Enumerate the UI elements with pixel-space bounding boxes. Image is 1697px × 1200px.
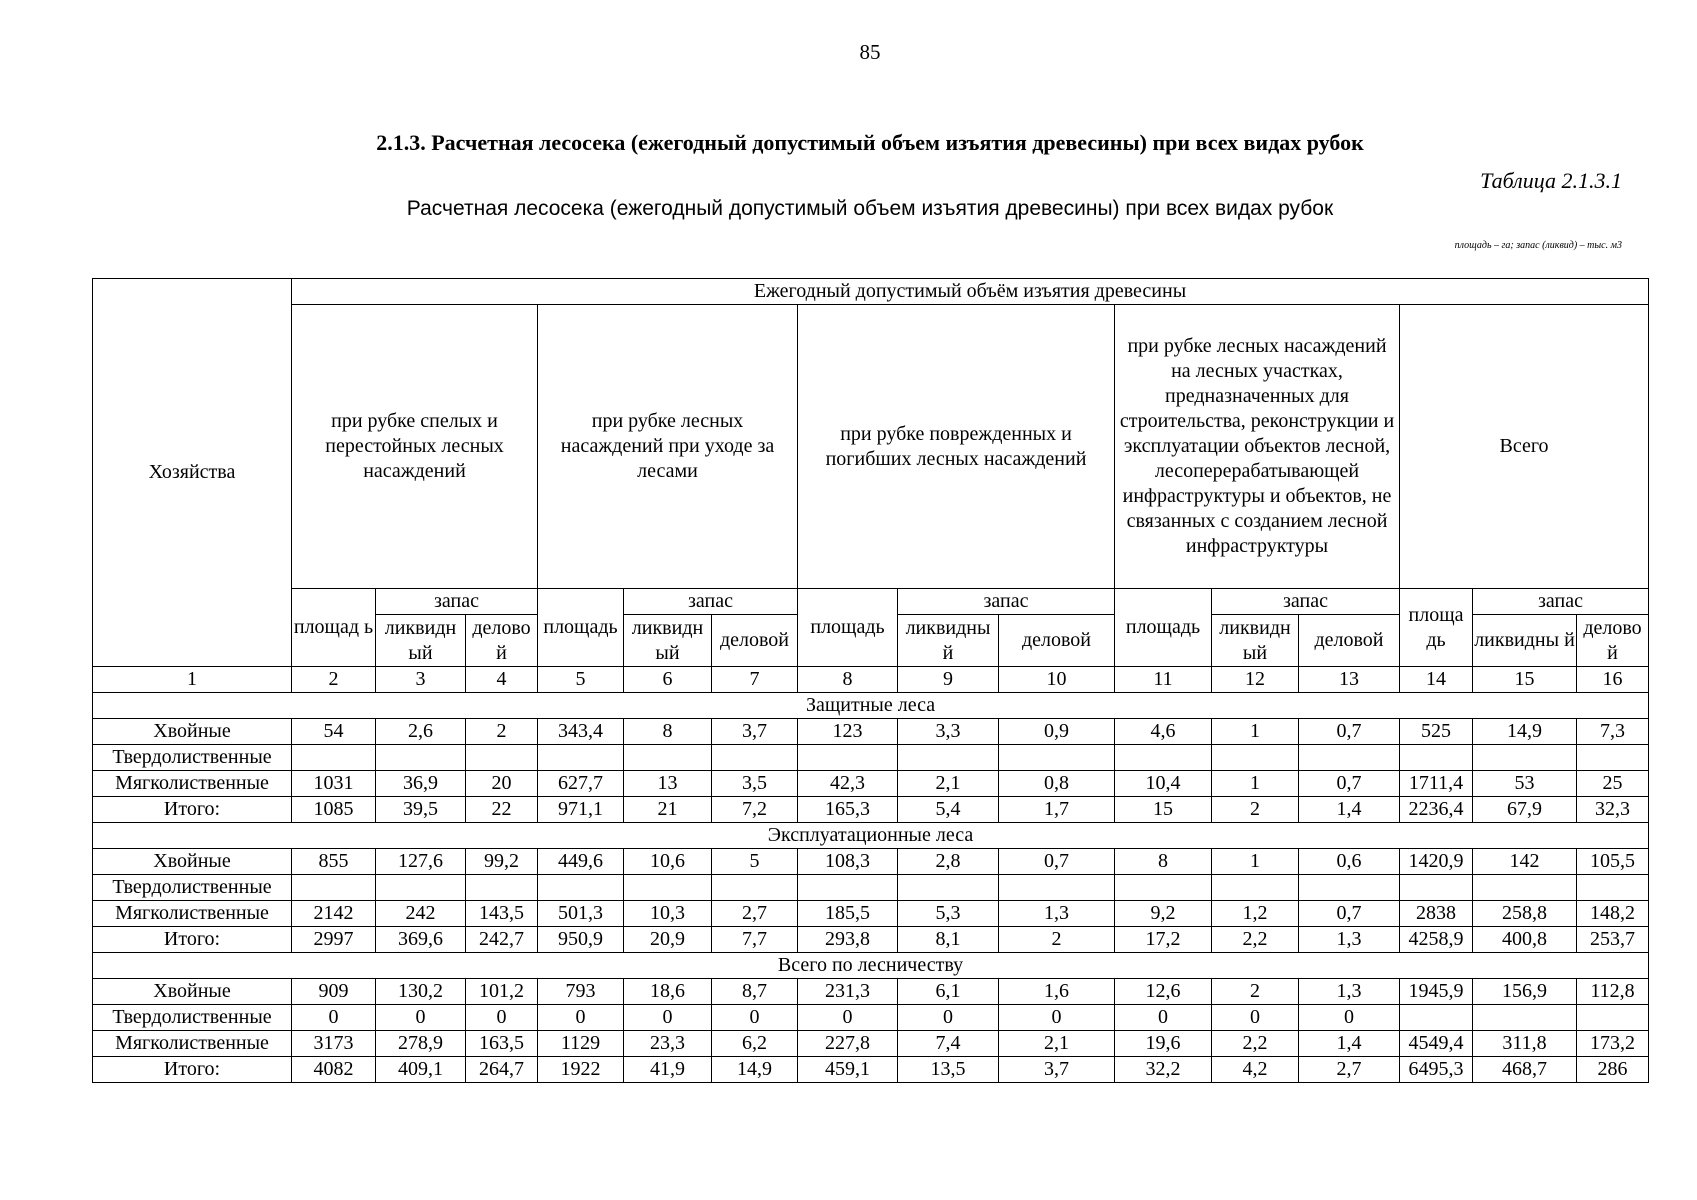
section-title-row — [93, 823, 1649, 849]
table-cell: 156,9 — [1473, 979, 1577, 1005]
table-row — [93, 719, 1649, 745]
table-cell: 25 — [1577, 771, 1649, 797]
table-cell: 0 — [538, 1005, 624, 1031]
table-cell: 112,8 — [1577, 979, 1649, 1005]
table-cell — [1212, 875, 1299, 901]
table-cell: 286 — [1577, 1057, 1649, 1083]
header-liquid: ликвидны й — [1473, 615, 1577, 667]
header-area: площадь — [1115, 589, 1212, 667]
table-cell: 1,3 — [999, 901, 1115, 927]
table-cell: 0,9 — [999, 719, 1115, 745]
table-cell: 449,6 — [538, 849, 624, 875]
table-cell: 0 — [712, 1005, 798, 1031]
table-cell — [1299, 745, 1400, 771]
table-row — [93, 849, 1649, 875]
table-cell: 4,2 — [1212, 1057, 1299, 1083]
table-cell: 343,4 — [538, 719, 624, 745]
column-number: 13 — [1299, 667, 1400, 693]
table-cell: 2,8 — [898, 849, 999, 875]
section-title-row — [93, 693, 1649, 719]
row-label: Твердолиственные — [93, 745, 292, 771]
table-cell: 1 — [1212, 771, 1299, 797]
column-number: 5 — [538, 667, 624, 693]
table-cell: 2,2 — [1212, 927, 1299, 953]
table-cell: 311,8 — [1473, 1031, 1577, 1057]
column-number: 14 — [1400, 667, 1473, 693]
table-cell: 15 — [1115, 797, 1212, 823]
table-cell — [1473, 745, 1577, 771]
header-liquid: ликвидны й — [898, 615, 999, 667]
table-cell: 39,5 — [376, 797, 466, 823]
table-cell: 5,4 — [898, 797, 999, 823]
header-group-total: Всего — [1400, 305, 1649, 589]
table-cell: 278,9 — [376, 1031, 466, 1057]
header-area: площад ь — [292, 589, 376, 667]
table-cell: 1031 — [292, 771, 376, 797]
table-cell — [1212, 745, 1299, 771]
table-cell: 0 — [1299, 1005, 1400, 1031]
table-row — [93, 875, 1649, 901]
row-label: Мягколиственные — [93, 901, 292, 927]
table-cell — [1473, 875, 1577, 901]
header-group-mature: при рубке спелых и перестойных лесных насаждений — [292, 305, 538, 589]
header-group-infrastructure: при рубке лесных насаждений на лесных участках, предназначенных для строительства, реконструкции и эксплуатации объектов лесной, лесоперерабатывающей инфраструктуры и объектов, не связанных с созданием лесной инфраструктуры — [1115, 305, 1400, 589]
table-cell: 41,9 — [624, 1057, 712, 1083]
table-cell: 3173 — [292, 1031, 376, 1057]
table-cell — [624, 745, 712, 771]
table-cell — [1577, 875, 1649, 901]
table-cell: 4258,9 — [1400, 927, 1473, 953]
table-cell: 1711,4 — [1400, 771, 1473, 797]
table-cell: 2,1 — [898, 771, 999, 797]
table-cell: 501,3 — [538, 901, 624, 927]
column-number: 1 — [93, 667, 292, 693]
table-cell: 0 — [292, 1005, 376, 1031]
table-cell: 1,7 — [999, 797, 1115, 823]
table-cell: 0 — [376, 1005, 466, 1031]
table-cell: 18,6 — [624, 979, 712, 1005]
table-cell: 8,7 — [712, 979, 798, 1005]
table-cell — [898, 745, 999, 771]
table-cell — [538, 875, 624, 901]
table-cell: 264,7 — [466, 1057, 538, 1083]
table-cell: 32,3 — [1577, 797, 1649, 823]
table-cell: 0,7 — [999, 849, 1115, 875]
table-cell — [798, 875, 898, 901]
table-cell: 909 — [292, 979, 376, 1005]
table-cell: 108,3 — [798, 849, 898, 875]
header-liquid: ликвидн ый — [624, 615, 712, 667]
table-cell: 7,7 — [712, 927, 798, 953]
table-cell: 142 — [1473, 849, 1577, 875]
table-cell: 2 — [1212, 797, 1299, 823]
column-number: 10 — [999, 667, 1115, 693]
header-stock: запас — [898, 589, 1115, 615]
table-cell: 20 — [466, 771, 538, 797]
table-cell: 400,8 — [1473, 927, 1577, 953]
table-cell — [999, 875, 1115, 901]
column-number: 3 — [376, 667, 466, 693]
table-cell: 0,7 — [1299, 901, 1400, 927]
table-cell — [1400, 745, 1473, 771]
table-cell: 4082 — [292, 1057, 376, 1083]
row-label: Хвойные — [93, 849, 292, 875]
table-cell — [1115, 745, 1212, 771]
table-cell — [999, 745, 1115, 771]
table-cell: 258,8 — [1473, 901, 1577, 927]
table-cell: 2236,4 — [1400, 797, 1473, 823]
table-cell — [1400, 875, 1473, 901]
table-cell: 293,8 — [798, 927, 898, 953]
table-cell: 53 — [1473, 771, 1577, 797]
header-stock: запас — [1212, 589, 1400, 615]
table-row — [93, 927, 1649, 953]
table-cell: 1 — [1212, 719, 1299, 745]
table-cell — [1299, 875, 1400, 901]
column-numbers-row — [93, 667, 1649, 693]
table-cell: 2 — [466, 719, 538, 745]
table-cell: 5 — [712, 849, 798, 875]
header-business: деловой — [1299, 615, 1400, 667]
table-row — [93, 745, 1649, 771]
header-stock: запас — [376, 589, 538, 615]
table-cell: 10,6 — [624, 849, 712, 875]
table-cell: 105,5 — [1577, 849, 1649, 875]
table-cell: 3,7 — [999, 1057, 1115, 1083]
table-cell — [376, 875, 466, 901]
table-caption: Расчетная лесосека (ежегодный допустимый объем изъятия древесины) при всех видах рубок — [406, 197, 1334, 220]
table-cell: 369,6 — [376, 927, 466, 953]
table-cell — [538, 745, 624, 771]
table-cell: 22 — [466, 797, 538, 823]
table-cell: 8,1 — [898, 927, 999, 953]
table-row — [93, 797, 1649, 823]
table-cell: 7,4 — [898, 1031, 999, 1057]
column-number: 2 — [292, 667, 376, 693]
table-row — [93, 1005, 1649, 1031]
row-label: Итого: — [93, 797, 292, 823]
column-number: 11 — [1115, 667, 1212, 693]
table-cell: 0 — [466, 1005, 538, 1031]
table-cell: 2 — [1212, 979, 1299, 1005]
table-cell: 185,5 — [798, 901, 898, 927]
header-business: деловой — [999, 615, 1115, 667]
table-cell — [292, 745, 376, 771]
table-cell — [1400, 1005, 1473, 1031]
table-cell: 1922 — [538, 1057, 624, 1083]
header-business: деловой — [712, 615, 798, 667]
row-label: Твердолиственные — [93, 875, 292, 901]
table-cell: 4549,4 — [1400, 1031, 1473, 1057]
header-group-damaged: при рубке поврежденных и погибших лесных насаждений — [798, 305, 1115, 589]
table-cell: 67,9 — [1473, 797, 1577, 823]
table-cell: 0,7 — [1299, 719, 1400, 745]
table-cell: 525 — [1400, 719, 1473, 745]
column-number: 8 — [798, 667, 898, 693]
table-cell — [466, 875, 538, 901]
table-cell: 130,2 — [376, 979, 466, 1005]
table-cell — [898, 875, 999, 901]
table-cell — [798, 745, 898, 771]
table-cell: 409,1 — [376, 1057, 466, 1083]
section-title: Защитные леса — [93, 693, 1649, 719]
row-label: Итого: — [93, 927, 292, 953]
column-number: 12 — [1212, 667, 1299, 693]
column-number: 9 — [898, 667, 999, 693]
table-cell: 1085 — [292, 797, 376, 823]
table-cell: 127,6 — [376, 849, 466, 875]
header-farms: Хозяйства — [93, 279, 292, 667]
table-cell: 3,5 — [712, 771, 798, 797]
table-cell: 36,9 — [376, 771, 466, 797]
table-cell: 32,2 — [1115, 1057, 1212, 1083]
table-cell: 2,7 — [1299, 1057, 1400, 1083]
table-cell: 231,3 — [798, 979, 898, 1005]
table-cell: 3,3 — [898, 719, 999, 745]
table-cell: 2142 — [292, 901, 376, 927]
table-cell: 10,3 — [624, 901, 712, 927]
table-label: Таблица 2.1.3.1 — [1480, 168, 1622, 193]
table-cell: 19,6 — [1115, 1031, 1212, 1057]
row-label: Хвойные — [93, 979, 292, 1005]
table-cell — [376, 745, 466, 771]
header-business: делово й — [1577, 615, 1649, 667]
header-area: площадь — [798, 589, 898, 667]
table-cell: 143,5 — [466, 901, 538, 927]
header-annual-volume: Ежегодный допустимый объём изъятия древесины — [292, 279, 1649, 305]
table-cell: 148,2 — [1577, 901, 1649, 927]
table-row — [93, 771, 1649, 797]
table-cell: 227,8 — [798, 1031, 898, 1057]
table-cell: 793 — [538, 979, 624, 1005]
table-cell: 173,2 — [1577, 1031, 1649, 1057]
column-number: 15 — [1473, 667, 1577, 693]
column-number: 6 — [624, 667, 712, 693]
allowable-cut-table — [92, 278, 1649, 1083]
table-cell: 4,6 — [1115, 719, 1212, 745]
section-title: Эксплуатационные леса — [93, 823, 1649, 849]
table-cell — [292, 875, 376, 901]
table-cell: 2997 — [292, 927, 376, 953]
header-stock: запас — [1473, 589, 1649, 615]
header-area: площадь — [538, 589, 624, 667]
table-cell: 253,7 — [1577, 927, 1649, 953]
table-cell: 2,1 — [999, 1031, 1115, 1057]
table-cell: 2,7 — [712, 901, 798, 927]
table-cell: 14,9 — [1473, 719, 1577, 745]
table-cell: 2 — [999, 927, 1115, 953]
table-cell: 0 — [798, 1005, 898, 1031]
header-area: площа дь — [1400, 589, 1473, 667]
row-label: Твердолиственные — [93, 1005, 292, 1031]
table-cell: 0,8 — [999, 771, 1115, 797]
table-cell: 12,6 — [1115, 979, 1212, 1005]
table-cell: 7,3 — [1577, 719, 1649, 745]
row-label: Мягколиственные — [93, 771, 292, 797]
table-cell: 20,9 — [624, 927, 712, 953]
section-heading: 2.1.3. Расчетная лесосека (ежегодный допустимый объем изъятия древесины) при всех видах рубок — [376, 130, 1364, 155]
section-title-row — [93, 953, 1649, 979]
column-number: 7 — [712, 667, 798, 693]
table-cell: 950,9 — [538, 927, 624, 953]
table-cell: 0 — [1212, 1005, 1299, 1031]
table-cell: 8 — [1115, 849, 1212, 875]
table-cell: 0 — [1115, 1005, 1212, 1031]
table-row — [93, 979, 1649, 1005]
table-cell: 242 — [376, 901, 466, 927]
table-cell: 17,2 — [1115, 927, 1212, 953]
table-cell: 1,4 — [1299, 797, 1400, 823]
table-cell: 165,3 — [798, 797, 898, 823]
table-cell: 1,4 — [1299, 1031, 1400, 1057]
header-liquid: ликвидн ый — [1212, 615, 1299, 667]
table-cell: 1,6 — [999, 979, 1115, 1005]
table-cell: 971,1 — [538, 797, 624, 823]
column-number: 4 — [466, 667, 538, 693]
table-cell: 0 — [898, 1005, 999, 1031]
table-cell: 1420,9 — [1400, 849, 1473, 875]
row-label: Мягколиственные — [93, 1031, 292, 1057]
table-cell: 0,6 — [1299, 849, 1400, 875]
table-cell: 459,1 — [798, 1057, 898, 1083]
table-cell: 627,7 — [538, 771, 624, 797]
table-cell: 23,3 — [624, 1031, 712, 1057]
table-cell: 8 — [624, 719, 712, 745]
row-label: Итого: — [93, 1057, 292, 1083]
table-cell: 1945,9 — [1400, 979, 1473, 1005]
table-cell: 3,7 — [712, 719, 798, 745]
table-cell — [712, 745, 798, 771]
table-cell: 14,9 — [712, 1057, 798, 1083]
row-label: Хвойные — [93, 719, 292, 745]
table-cell: 6495,3 — [1400, 1057, 1473, 1083]
table-cell: 99,2 — [466, 849, 538, 875]
table-cell: 10,4 — [1115, 771, 1212, 797]
table-cell — [624, 875, 712, 901]
table-cell: 0 — [624, 1005, 712, 1031]
table-cell: 855 — [292, 849, 376, 875]
table-cell: 2,6 — [376, 719, 466, 745]
table-cell: 13,5 — [898, 1057, 999, 1083]
table-cell: 0,7 — [1299, 771, 1400, 797]
table-cell: 0 — [999, 1005, 1115, 1031]
table-cell: 1129 — [538, 1031, 624, 1057]
table-cell: 163,5 — [466, 1031, 538, 1057]
header-group-tending: при рубке лесных насаждений при уходе за лесами — [538, 305, 798, 589]
table-row — [93, 1031, 1649, 1057]
table-row — [93, 1057, 1649, 1083]
header-stock: запас — [624, 589, 798, 615]
table-cell: 2838 — [1400, 901, 1473, 927]
table-cell: 468,7 — [1473, 1057, 1577, 1083]
table-cell: 13 — [624, 771, 712, 797]
header-liquid: ликвидн ый — [376, 615, 466, 667]
table-cell: 1,3 — [1299, 927, 1400, 953]
table-cell: 242,7 — [466, 927, 538, 953]
table-cell: 1,3 — [1299, 979, 1400, 1005]
table-cell — [1577, 1005, 1649, 1031]
header-business: делово й — [466, 615, 538, 667]
units-note: площадь – га; запас (ликвид) – тыс. м3 — [1454, 240, 1622, 251]
table-cell: 6,2 — [712, 1031, 798, 1057]
section-title: Всего по лесничеству — [93, 953, 1649, 979]
table-cell: 101,2 — [466, 979, 538, 1005]
table-cell — [466, 745, 538, 771]
page-number: 85 — [859, 40, 881, 64]
table-cell: 42,3 — [798, 771, 898, 797]
table-cell: 21 — [624, 797, 712, 823]
table-cell — [1115, 875, 1212, 901]
table-cell: 7,2 — [712, 797, 798, 823]
column-number: 16 — [1577, 667, 1649, 693]
table-row — [93, 901, 1649, 927]
table-cell: 1 — [1212, 849, 1299, 875]
table-cell — [1577, 745, 1649, 771]
table-cell: 123 — [798, 719, 898, 745]
table-cell — [712, 875, 798, 901]
table-cell: 54 — [292, 719, 376, 745]
table-cell — [1473, 1005, 1577, 1031]
table-cell: 1,2 — [1212, 901, 1299, 927]
table-cell: 9,2 — [1115, 901, 1212, 927]
table-cell: 6,1 — [898, 979, 999, 1005]
table-cell: 2,2 — [1212, 1031, 1299, 1057]
table-cell: 5,3 — [898, 901, 999, 927]
